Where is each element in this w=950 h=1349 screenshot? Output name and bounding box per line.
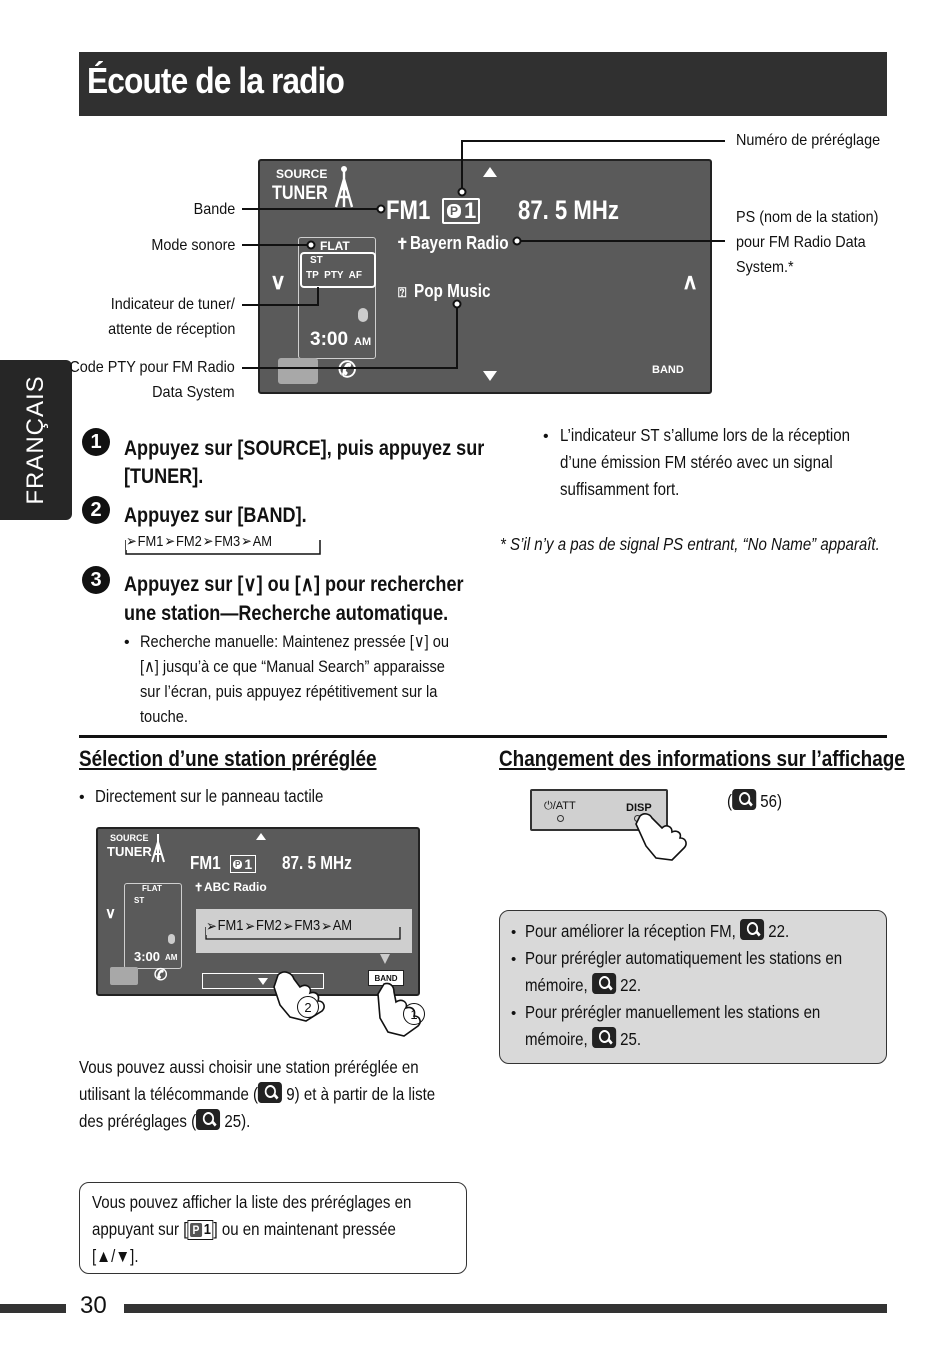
preset-number: 1 — [244, 856, 253, 872]
st-note-line-1: L’indicateur ST s’allume lors de la réception — [560, 425, 851, 445]
reference-magnifier-icon — [592, 1027, 616, 1048]
eq-button[interactable] — [110, 967, 138, 985]
step-3-text-a: Appuyez sur [ — [124, 573, 244, 596]
reference-magnifier-icon — [196, 1109, 220, 1130]
step-3-line-2: une station—Recherche automatique. — [124, 602, 449, 625]
arrow-icon: ➢ — [126, 533, 137, 550]
tp-pty-af-indicators: TP PTY AF — [306, 270, 362, 281]
band-popup-cycle — [206, 917, 354, 935]
phone-icon[interactable]: ✆ — [338, 357, 357, 382]
preset-section-heading: Sélection d’une station préréglée — [79, 746, 377, 771]
sound-mode-value: FLAT — [320, 239, 350, 253]
source-label: SOURCE — [276, 167, 328, 181]
manual-search-text-b: ] ou — [424, 632, 449, 651]
step-1-number: 1 — [82, 428, 110, 456]
arrow-icon: ➢ — [241, 533, 252, 550]
callout-band: Bande — [193, 201, 235, 218]
chevron-up-icon: ∧ — [300, 573, 314, 596]
chevron-down-icon: ∨ — [413, 632, 425, 651]
band-down-arrow — [380, 954, 390, 964]
preset-paragraph-text: utilisant la télécommande ( — [79, 1084, 259, 1104]
preset-indicator — [230, 855, 256, 873]
phone-icon[interactable]: ✆ — [154, 967, 168, 984]
band-cycle — [126, 532, 275, 550]
step-3-text-b: ] ou [ — [256, 573, 301, 596]
manual-search-text-c: ] jusqu’à ce que “Manual Search” apparaisse — [154, 657, 445, 676]
band-cycle-item: FM3 — [214, 532, 241, 550]
manual-search-text-a: Recherche manuelle: Maintenez pressée [ — [140, 632, 414, 651]
chevron-down-icon: ∨ — [243, 573, 257, 596]
band-cycle-item[interactable]: FM3 — [294, 917, 321, 934]
preset-down-icon — [258, 978, 268, 985]
att-button-dot[interactable] — [557, 815, 564, 822]
tip-3-line-2 — [525, 1026, 641, 1053]
reference-magnifier-icon — [732, 789, 756, 810]
preset-paragraph-text: 25). — [220, 1111, 251, 1131]
small-display — [96, 827, 420, 996]
hand-pointer-icon — [634, 810, 700, 864]
tip-2-line-1: Pour prérégler automatiquement les stations en — [525, 948, 843, 968]
bullet-dot: • — [511, 924, 517, 941]
display-section-heading: Changement des informations sur l’affichage — [499, 746, 905, 771]
section-divider — [79, 735, 887, 738]
tuner-label: TUNER — [272, 183, 328, 204]
am-pm-value: AM — [165, 953, 178, 962]
footnote: * S’il n’y a pas de signal PS entrant, “No Name” apparaît. — [500, 534, 880, 554]
preset-paragraph-text: des préréglages ( — [79, 1111, 197, 1131]
pty-code: Pop Music — [414, 281, 491, 301]
arrow-icon: ➢ — [164, 533, 176, 550]
arrow-icon: ➢ — [321, 918, 332, 935]
band-value: FM1 — [190, 853, 221, 873]
arrow-icon: ➢ — [282, 918, 294, 935]
tip-3-line-1: Pour prérégler manuellement les stations en — [525, 1002, 821, 1022]
callout-tuner-indicator-1: Indicateur de tuner/ — [110, 296, 235, 313]
preset-note-line-1: Vous pouvez afficher la liste des préréglages en — [92, 1192, 412, 1212]
manual-search-line-1 — [140, 628, 449, 655]
source-label: SOURCE — [110, 833, 149, 843]
station-icon: ✝ — [396, 236, 409, 253]
manual-search-line-4: touche. — [140, 707, 188, 726]
tuner-label: TUNER — [107, 844, 152, 859]
disp-button-label: DISP — [626, 802, 652, 814]
frequency-value: 87. 5 MHz — [282, 853, 352, 873]
preset-paragraph-line-3 — [79, 1108, 250, 1135]
band-cycle-item[interactable]: FM1 — [217, 917, 244, 934]
preset-paragraph-line-1: Vous pouvez aussi choisir une station préréglée en — [79, 1057, 419, 1077]
tip-1 — [525, 918, 789, 945]
clock-value: 3:00 — [134, 949, 161, 964]
disp-reference-text: ( — [727, 791, 733, 811]
preset-number: 1 — [464, 198, 477, 223]
callout-ps-3: System.* — [736, 259, 794, 276]
manual-search-line-3: sur l’écran, puis appuyez répétitivement sur la — [140, 682, 438, 701]
step-1-line-2: [TUNER]. — [124, 465, 204, 488]
disp-reference-text: 56) — [756, 791, 783, 811]
preset-note-line-2 — [92, 1216, 396, 1243]
bracket-open: [ — [140, 657, 145, 676]
band-cycle-item: FM1 — [137, 532, 164, 550]
page-title: Écoute de la radio — [87, 60, 345, 101]
bullet-dot: • — [124, 634, 130, 651]
callout-pty-2: Data System — [152, 384, 235, 401]
callout-tuner-indicator-2: attente de réception — [107, 321, 235, 338]
preset-bullet: Directement sur le panneau tactile — [95, 786, 324, 806]
band-button[interactable]: BAND — [652, 364, 684, 376]
preset-up-icon[interactable] — [256, 833, 266, 840]
bullet-dot: • — [511, 951, 517, 968]
step-2-line-1: Appuyez sur [BAND]. — [124, 504, 307, 527]
st-note-line-3: suffisamment fort. — [560, 479, 680, 499]
reference-magnifier-icon — [740, 919, 764, 940]
callout-ps-2: pour FM Radio Data — [736, 234, 866, 251]
step-3-line-1 — [124, 570, 464, 599]
preset-button-icon: P 1 — [187, 1220, 213, 1240]
clock-value: 3:00 — [310, 329, 349, 350]
station-name: Bayern Radio — [410, 233, 509, 253]
sound-mode-value: FLAT — [142, 884, 162, 893]
preset-note-line-3: [▲/▼]. — [92, 1246, 139, 1266]
preset-p: P — [235, 859, 241, 869]
frequency-value: 87. 5 MHz — [518, 195, 619, 225]
station-name: ABC Radio — [204, 880, 267, 894]
bluetooth-icon — [168, 934, 175, 944]
arrow-icon: ➢ — [244, 918, 256, 935]
footer-bar-right — [124, 1304, 887, 1313]
band-cycle-item: AM — [252, 532, 273, 550]
tip-text: 22. — [764, 921, 790, 941]
callout-preset-number: Numéro de préréglage — [736, 132, 881, 149]
language-label: FRANÇAIS — [22, 375, 49, 505]
arrow-icon: ➢ — [202, 533, 214, 550]
tip-text: mémoire, — [525, 975, 588, 995]
arrow-icon: ➢ — [206, 918, 217, 935]
callout-sound-mode: Mode sonore — [150, 237, 235, 254]
preset-paragraph-text: 9) et à partir de la liste — [282, 1084, 436, 1104]
seek-up-icon[interactable]: ∧ — [682, 269, 699, 294]
preset-note-text: ] ou en maintenant pressée — [213, 1219, 396, 1239]
tip-text: Pour améliorer la réception FM, — [525, 921, 736, 941]
reference-magnifier-icon — [258, 1082, 282, 1103]
st-indicator: ST — [310, 255, 323, 266]
page-number: 30 — [80, 1292, 107, 1319]
preset-paragraph-line-2 — [79, 1081, 435, 1108]
am-pm-value: AM — [354, 336, 372, 348]
bullet-dot: • — [511, 1005, 517, 1022]
st-indicator: ST — [134, 896, 145, 905]
bullet-dot: • — [79, 789, 85, 806]
hand-step-number: 1 — [403, 1003, 425, 1025]
station-icon: ✝ — [194, 882, 204, 894]
footer-bar-left — [0, 1304, 66, 1313]
tip-text: 22. — [615, 975, 642, 995]
bullet-dot: • — [543, 428, 549, 445]
pty-icon: ⍰ — [398, 284, 407, 300]
preset-p: P — [447, 204, 461, 218]
antenna-icon — [148, 832, 168, 864]
band-cycle-item: FM2 — [176, 532, 202, 550]
reference-magnifier-icon — [592, 973, 616, 994]
step-2-number: 2 — [82, 496, 110, 524]
band-button-label: BAND — [374, 973, 398, 983]
preset-note-text: appuyant sur [ — [92, 1219, 188, 1239]
disp-reference — [727, 788, 782, 815]
seek-down-icon[interactable]: ∨ — [270, 269, 287, 294]
band-cycle-item[interactable]: AM — [332, 917, 353, 934]
seek-down-icon[interactable]: ∨ — [105, 905, 116, 922]
callout-pty-1: Code PTY pour FM Radio — [69, 359, 235, 376]
chevron-up-icon: ∧ — [144, 657, 155, 676]
step-3-text-c: ] pour rechercher — [313, 573, 464, 596]
callout-ps-1: PS (nom de la station) — [736, 209, 879, 226]
manual-search-line-2 — [140, 653, 445, 680]
step-3-number: 3 — [82, 566, 110, 594]
tip-text: mémoire, — [525, 1029, 588, 1049]
att-button-label: ⏻/ATT — [544, 800, 576, 812]
tip-text: 25. — [615, 1029, 642, 1049]
step-1-line-1: Appuyez sur [SOURCE], puis appuyez sur — [124, 437, 485, 460]
tip-2-line-2 — [525, 972, 641, 999]
band-cycle-item[interactable]: FM2 — [256, 917, 282, 934]
hand-step-number: 2 — [297, 996, 319, 1018]
band-value: FM1 — [386, 195, 431, 225]
st-note-line-2: d’une émission FM stéréo avec un signal — [560, 452, 833, 472]
